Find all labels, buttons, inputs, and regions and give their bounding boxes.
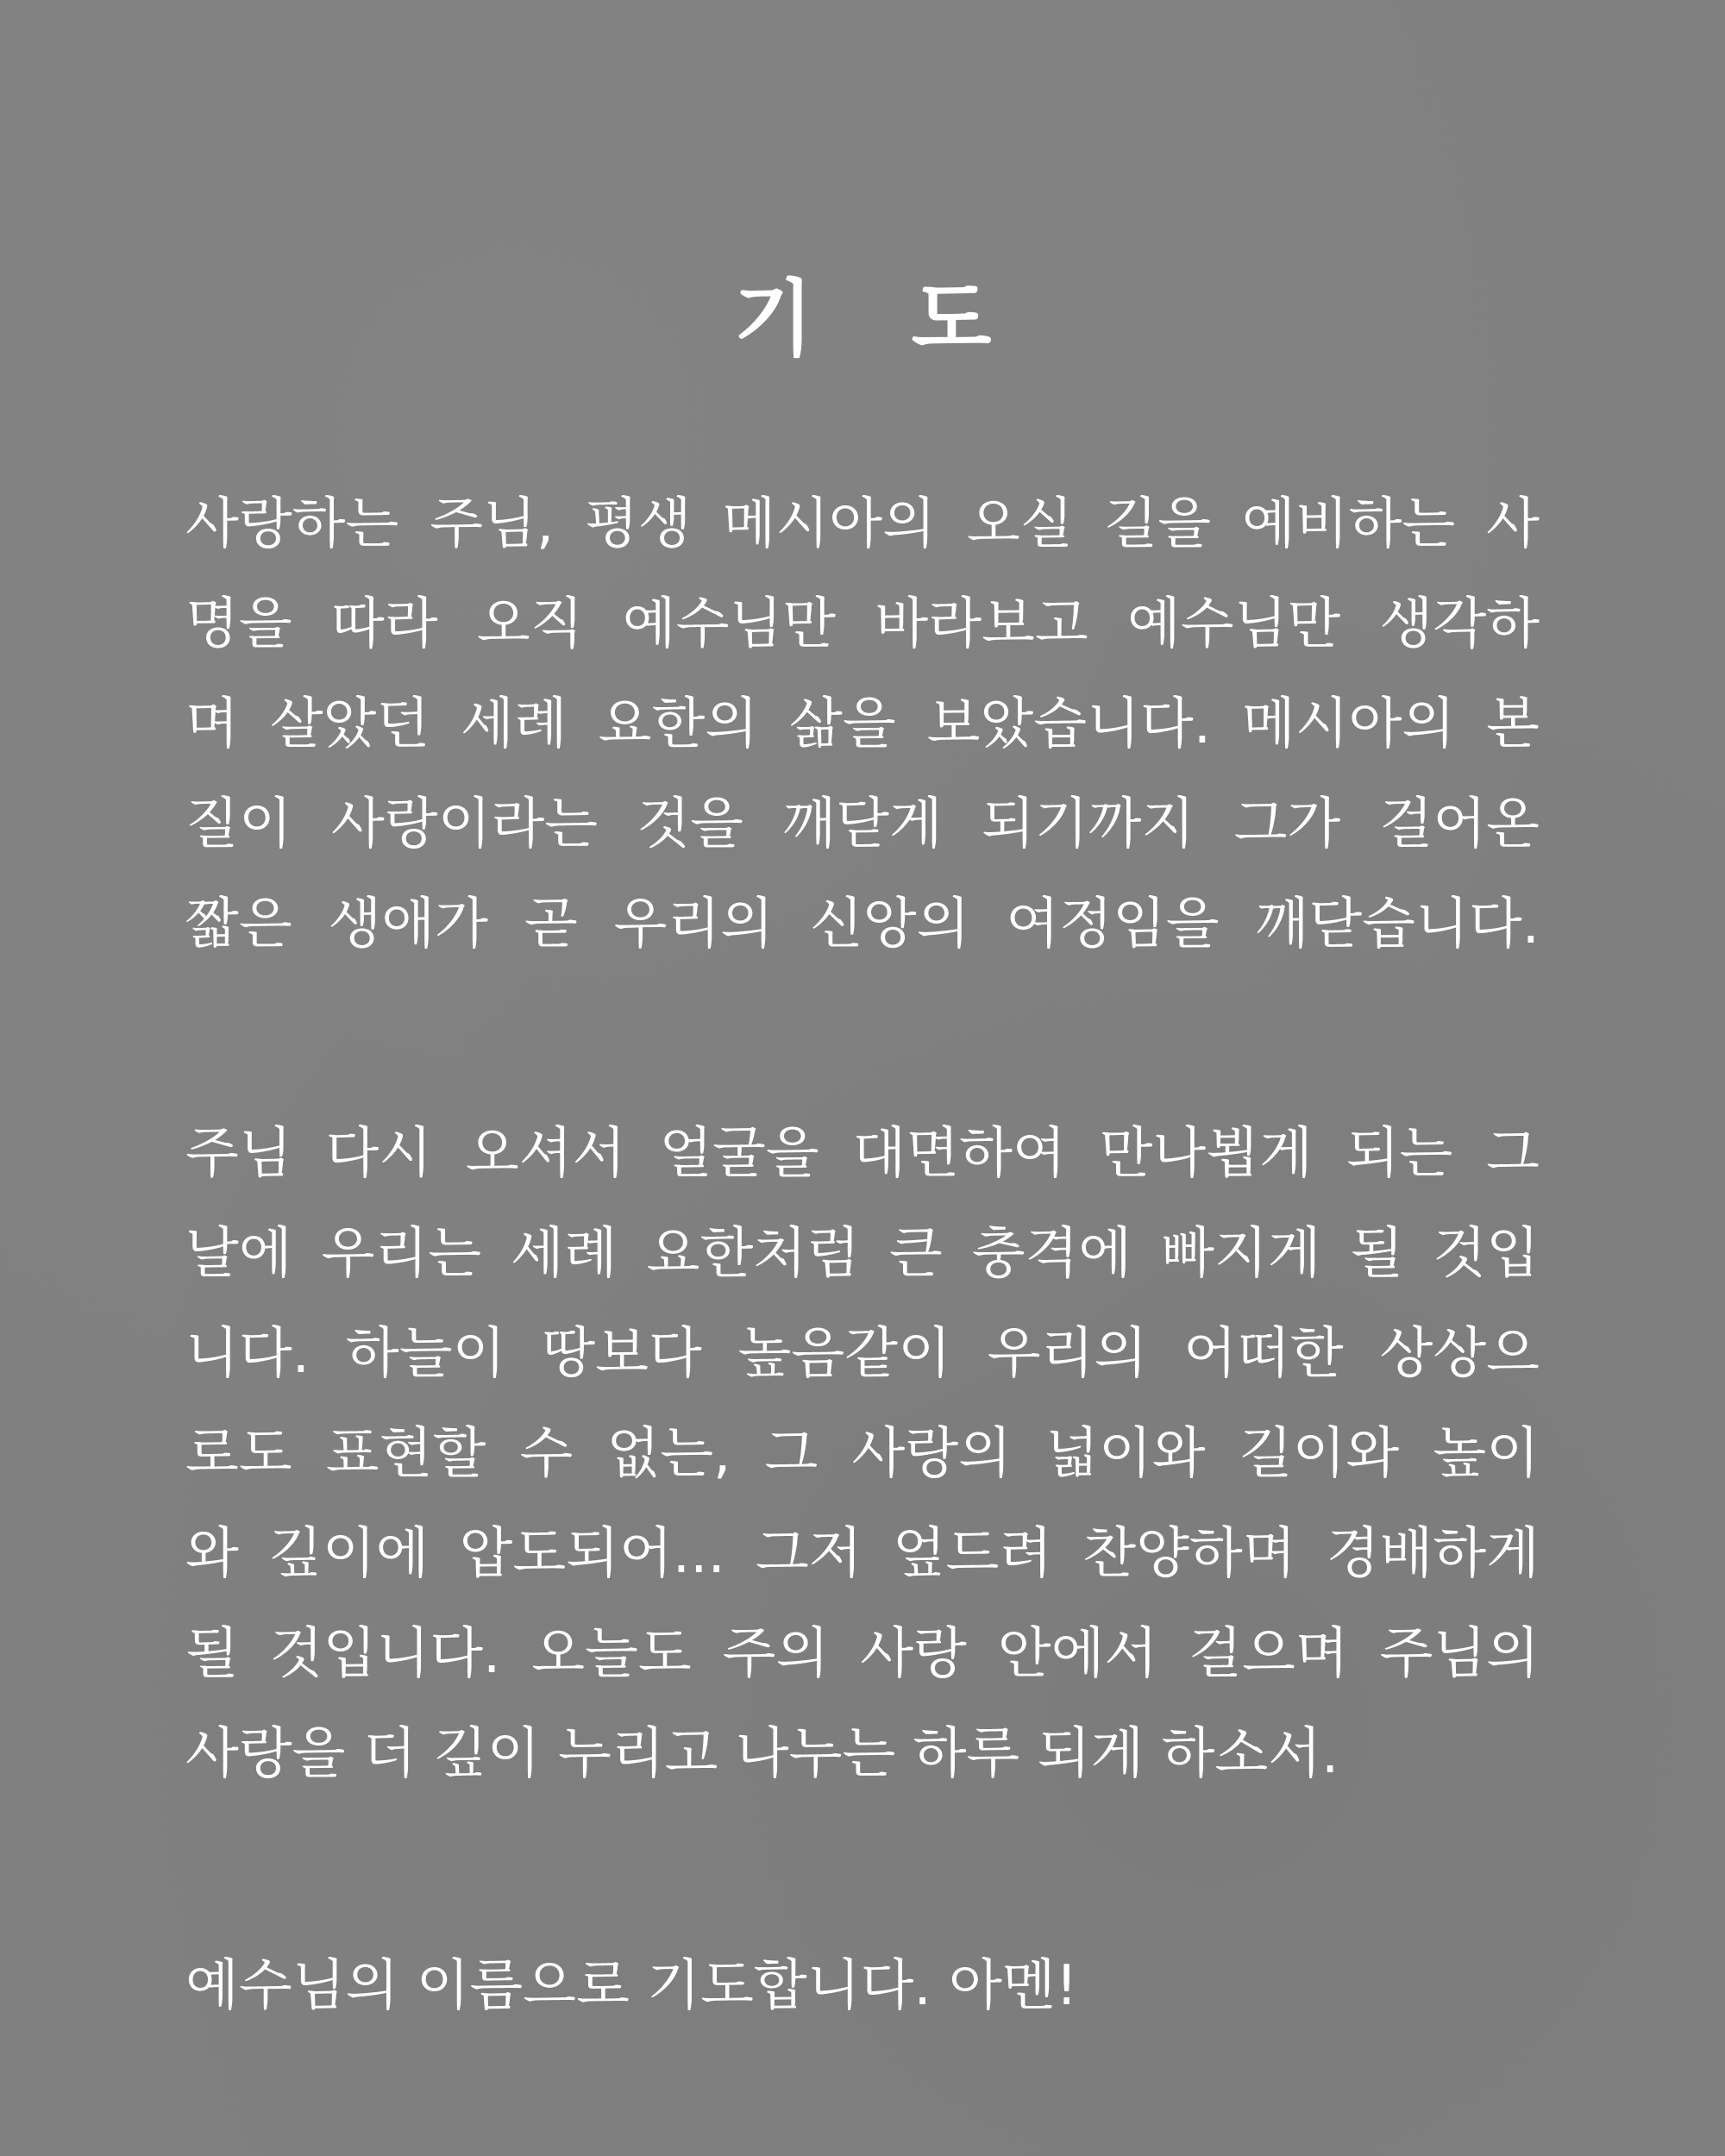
prayer-paragraph-2 [185,1104,1540,1804]
prayer-paragraph-1 [185,474,1540,975]
text-line: 날에 우리는 세례 요한처럼 큰 충격에 빠지게 될 것입 [185,1222,1540,1286]
text-line: 로도 표현할 수 없는, 그 사랑의 넓이와 길이와 높이 [185,1422,1540,1486]
page-title: 기 도 [733,271,1026,367]
text-line: 짧은 생애가 곧 우리의 신앙의 여정임을 깨닫습니다. [185,893,1540,956]
text-line: 사랑을 더 깊이 누리고 나누는 하루 되게 하소서. [185,1722,1339,1786]
text-line: 사랑하는 주님, 평생 메시아의 오실 길을 예비하는 사 [185,492,1540,556]
text-line: 주님 다시 오셔서 얼굴을 대면하여 만나뵙게 되는 그 [185,1122,1540,1186]
text-line: 와 깊이에 압도되어... 그저 엎드려 찬양하며 경배하게 [185,1522,1540,1586]
text-line: 질이 사랑이라는 것을 깨닫게 되기까지 그가 걸어온 [185,793,1540,856]
text-line: 니다. 하늘이 땅보다 높음같이 우리의 어떠한 상상으 [185,1322,1540,1386]
text-line: 될 것입니다. 오늘도 주의 사랑 안에서 걸으며 주님의 [185,1622,1540,1686]
closing-line [185,1936,1540,2036]
text-line: 명을 따라 오직 예수님만 바라보고 예수님만 생각하 [185,592,1540,656]
text-line: 예수님의 이름으로 기도합니다. 아멘! [185,1954,1078,2018]
text-line: 며 살았던 세례 요한의 삶을 보았습니다. 메시아의 본 [185,693,1540,756]
